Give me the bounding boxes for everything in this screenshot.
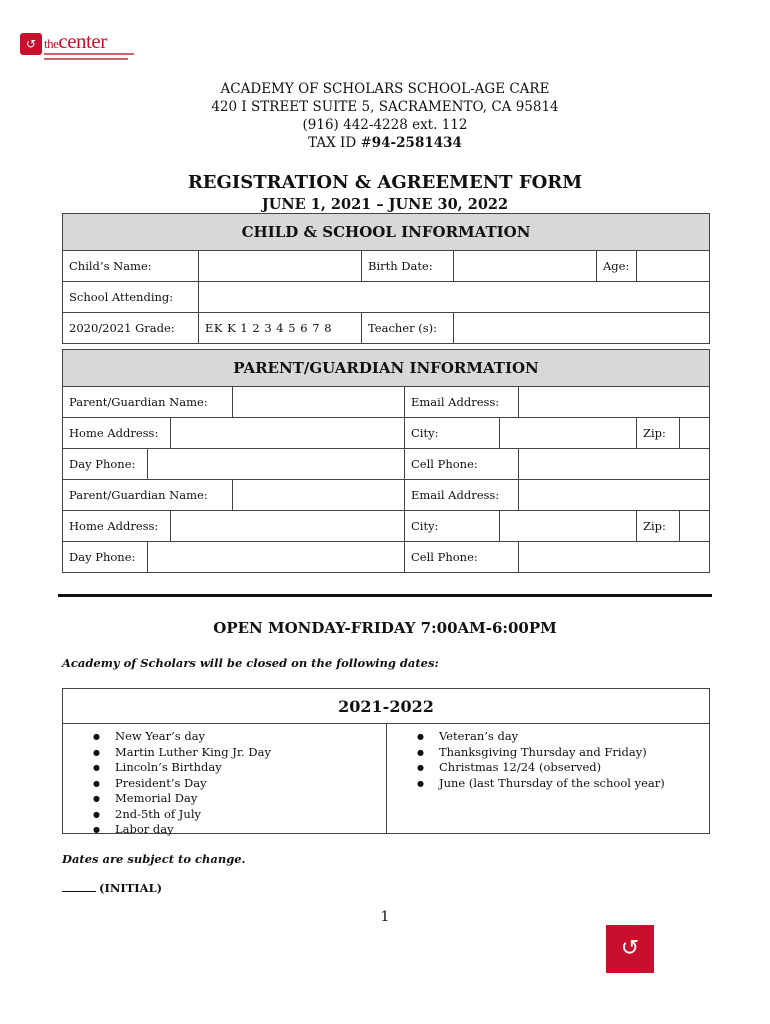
email-field[interactable] [519,480,710,511]
school-attending-label: School Attending: [63,282,199,313]
city-field[interactable] [500,418,637,449]
zip-field[interactable] [680,418,709,448]
list-item: ● President’s Day [93,776,271,792]
holiday-list-left [93,729,271,838]
day-phone-label: Day Phone: [63,449,148,480]
guardian-name-label: Parent/Guardian Name: [63,387,233,418]
grade-options[interactable]: EK K 1 2 3 4 5 6 7 8 [199,313,362,344]
list-item: ● Martin Luther King Jr. Day [93,745,271,761]
holiday-year: 2021-2022 [338,697,434,716]
school-attending-field[interactable] [199,282,710,313]
closed-dates-intro: Academy of Scholars will be closed on the following dates: [62,656,439,670]
logo-the: the [44,36,59,51]
age-label: Age: [597,251,637,282]
zip-cell [637,418,710,449]
email-label: Email Address: [405,480,519,511]
grade-label: 2020/2021 Grade: [63,313,199,344]
form-dates: JUNE 1, 2021 – JUNE 30, 2022 [261,196,509,213]
list-item: ● Memorial Day [93,791,271,807]
holiday-table [62,688,710,834]
birth-date-field[interactable] [454,251,597,282]
birth-date-label: Birth Date: [362,251,454,282]
form-title: REGISTRATION & AGREEMENT FORM [187,172,583,193]
initial-line [62,881,162,895]
home-address-label: Home Address: [63,511,171,542]
guardian-name-label: Parent/Guardian Name: [63,480,233,511]
org-phone: (916) 442-4228 ext. 112 [302,117,468,133]
org-tax-id [0,134,770,152]
initial-field[interactable] [62,891,96,892]
email-field[interactable] [519,387,710,418]
age-field[interactable] [637,251,710,282]
city-label: City: [405,511,500,542]
list-item: ● Veteran’s day [417,729,665,745]
zip-cell [637,511,710,542]
zip-field[interactable] [680,511,709,541]
cell-phone-label: Cell Phone: [405,542,519,573]
zip-label: Zip: [637,418,680,448]
section-divider [58,594,712,597]
cell-phone-field[interactable] [519,542,710,573]
holiday-column-divider [386,723,387,833]
city-field[interactable] [500,511,637,542]
footer-logo-icon: ↺ [606,925,654,973]
childs-name-label: Child’s Name: [63,251,199,282]
list-item: ● Lincoln’s Birthday [93,760,271,776]
initial-label: (INITIAL) [99,881,163,895]
day-phone-field[interactable] [148,449,405,480]
logo-center: center [58,29,107,53]
email-label: Email Address: [405,387,519,418]
org-name: ACADEMY OF SCHOLARS SCHOOL-AGE CARE [220,81,550,97]
child-info-table [62,213,710,344]
day-phone-label: Day Phone: [63,542,148,573]
page-number: 1 [380,909,390,925]
city-label: City: [405,418,500,449]
dates-subject-note: Dates are subject to change. [62,852,246,866]
childs-name-field[interactable] [199,251,362,282]
logo-tagline-bar [44,53,134,55]
list-item: ● June (last Thursday of the school year) [417,776,665,792]
home-address-label: Home Address: [63,418,171,449]
cell-phone-label: Cell Phone: [405,449,519,480]
list-item: ● Labor day [93,822,271,838]
org-address: 420 I STREET SUITE 5, SACRAMENTO, CA 95814 [211,99,559,115]
guardian-name-field[interactable] [233,480,405,511]
list-item: ● 2nd-5th of July [93,807,271,823]
teacher-label: Teacher (s): [362,313,454,344]
day-phone-field[interactable] [148,542,405,573]
list-item: ● New Year’s day [93,729,271,745]
child-section-heading: CHILD & SCHOOL INFORMATION [63,214,710,251]
logo-mark-icon: ↺ [20,33,42,55]
logo-tagline-bar [44,58,128,60]
guardian-section-heading: PARENT/GUARDIAN INFORMATION [63,350,710,387]
teacher-field[interactable] [454,313,710,344]
open-hours: OPEN MONDAY-FRIDAY 7:00AM-6:00PM [213,619,557,637]
list-item: ● Christmas 12/24 (observed) [417,760,665,776]
tax-id-prefix: TAX ID # [308,135,372,151]
logo-wordmark [44,29,107,54]
organization-header [0,80,770,152]
list-item: ● Thanksgiving Thursday and Friday) [417,745,665,761]
zip-label: Zip: [637,511,680,541]
tax-id-value: 94-2581434 [371,135,462,151]
holiday-list-right [417,729,665,791]
guardian-name-field[interactable] [233,387,405,418]
guardian-info-table [62,349,710,573]
home-address-field[interactable] [171,418,405,449]
home-address-field[interactable] [171,511,405,542]
cell-phone-field[interactable] [519,449,710,480]
